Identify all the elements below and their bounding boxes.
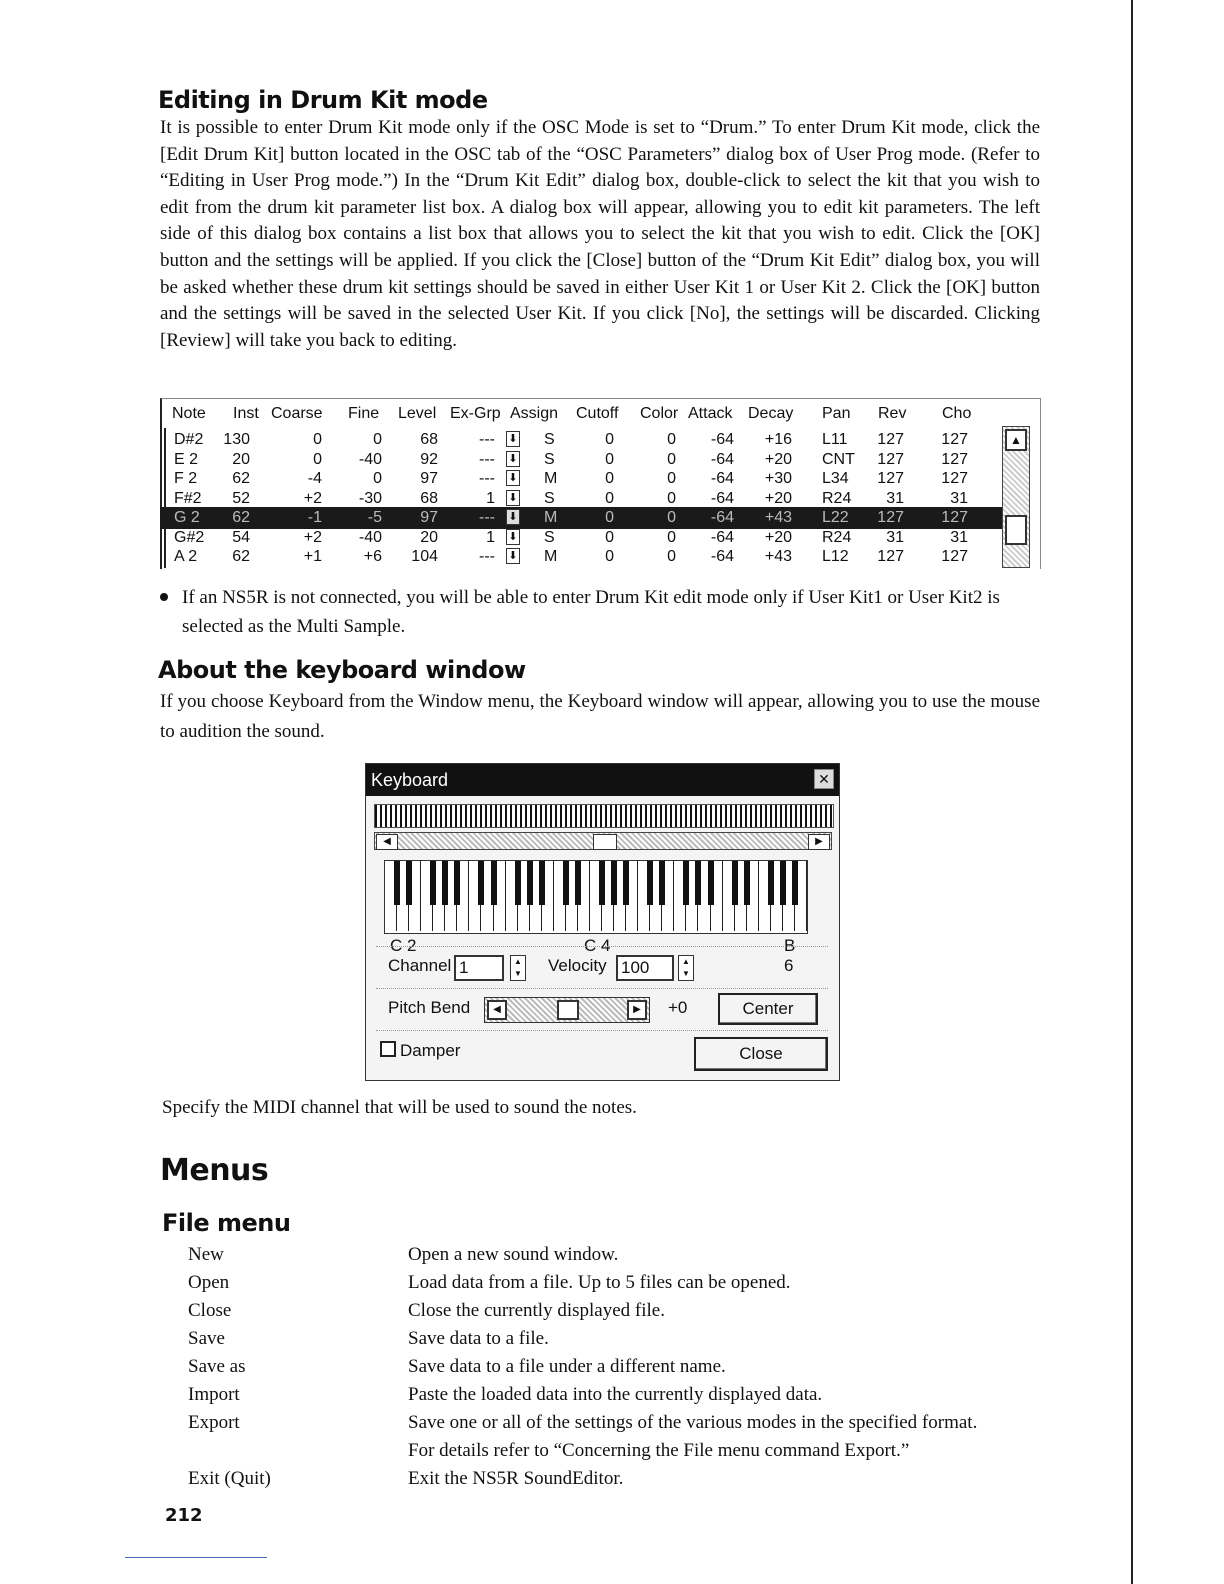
menu-command-name: Save: [188, 1328, 225, 1349]
menu-command-description: [408, 1269, 1058, 1297]
description-line: Save data to a file.: [408, 1328, 549, 1349]
cell-cho: 127: [941, 548, 968, 565]
section-heading-drum-kit: Editing in Drum Kit mode: [158, 86, 488, 114]
scroll-right-icon[interactable]: ▶: [808, 834, 830, 850]
cell-attack: -64: [710, 489, 734, 507]
center-button[interactable]: Center: [718, 993, 818, 1025]
cell-attack: -64: [710, 450, 734, 468]
velocity-spinner-icon[interactable]: ▲ ▼: [678, 955, 694, 981]
black-key[interactable]: [683, 861, 689, 905]
cell-pan: L34: [822, 470, 849, 487]
cell-decay: +30: [764, 470, 792, 487]
menus-heading: Menus: [160, 1153, 269, 1188]
cell-cho: 31: [950, 528, 968, 546]
cell-assign: S: [544, 431, 555, 448]
damper-checkbox[interactable]: [380, 1041, 396, 1057]
range-end-label: B 6: [784, 936, 796, 975]
col-header-pan[interactable]: Pan: [822, 405, 851, 422]
black-key[interactable]: [394, 861, 400, 905]
black-key[interactable]: [744, 861, 750, 905]
black-key[interactable]: [515, 861, 521, 905]
menu-command-name: New: [188, 1244, 224, 1265]
black-key[interactable]: [406, 861, 412, 905]
cell-level: 97: [420, 470, 438, 487]
window-titlebar[interactable]: [366, 764, 839, 796]
cell-attack: -64: [710, 548, 734, 565]
c4-marker-label: C 4: [584, 936, 611, 955]
cell-fine: 0: [373, 431, 382, 448]
black-key[interactable]: [527, 861, 533, 905]
table-row[interactable]: [160, 546, 1010, 568]
description-line: Load data from a file. Up to 5 files can be opened.: [408, 1272, 791, 1293]
cell-cho: 31: [950, 489, 968, 507]
col-header-assign[interactable]: Assign: [510, 405, 559, 422]
cell-level: 97: [420, 509, 438, 526]
black-key[interactable]: [563, 861, 569, 905]
menu-command-description: [408, 1353, 1058, 1381]
black-key[interactable]: [454, 861, 460, 905]
cell-rev: 127: [877, 548, 904, 565]
col-header-level[interactable]: Level: [398, 405, 437, 422]
cell-level: 68: [420, 431, 438, 448]
col-header-cutoff[interactable]: Cutoff: [576, 405, 619, 422]
cell-coarse: -1: [307, 509, 322, 526]
cell-fine: 0: [373, 470, 382, 487]
col-header-cho[interactable]: Cho: [942, 405, 972, 422]
cell-attack: -64: [710, 509, 734, 526]
channel-spinner-icon[interactable]: ▲ ▼: [510, 955, 526, 981]
down-arrow-icon[interactable]: ⬇: [506, 431, 520, 447]
page-number: 212: [165, 1505, 203, 1526]
cell-cho: 127: [941, 450, 968, 468]
description-line: Exit the NS5R SoundEditor.: [408, 1468, 624, 1489]
col-header-note[interactable]: Note: [172, 405, 206, 422]
cell-color: 0: [667, 431, 676, 448]
scroll-left-icon[interactable]: ◀: [376, 834, 398, 850]
bullet-text: If an NS5R is not connected, you will be able to enter Drum Kit edit mode only if User Kit1 or User Kit2 is selected as the Multi Sample.: [182, 587, 1000, 637]
menu-command-description: [408, 1381, 1058, 1409]
description-line: Paste the loaded data into the currently displayed data.: [408, 1384, 823, 1405]
cell-inst: 54: [232, 528, 250, 546]
black-key[interactable]: [442, 861, 448, 905]
list-item: [188, 1297, 1058, 1325]
menu-command-name: Export: [188, 1412, 240, 1433]
cell-note: G#2: [174, 528, 205, 546]
cell-inst: 62: [232, 548, 250, 565]
down-arrow-icon[interactable]: ⬇: [506, 529, 520, 545]
cell-decay: +20: [764, 528, 792, 546]
cell-inst: 62: [232, 509, 250, 526]
cell-rev: 127: [877, 431, 904, 448]
cell-cutoff: 0: [605, 450, 614, 468]
velocity-label: Velocity: [548, 956, 607, 975]
black-key[interactable]: [599, 861, 605, 905]
menu-command-description: [408, 1465, 1058, 1493]
description-line: For details refer to “Concerning the File menu command Export.”: [408, 1440, 910, 1461]
channel-label: Channel: [388, 956, 452, 975]
cell-cutoff: 0: [605, 509, 614, 526]
cell-cutoff: 0: [605, 528, 614, 546]
cell-fine: -5: [367, 509, 382, 526]
drum-kit-paragraph: It is possible to enter Drum Kit mode only if the OSC Mode is set to “Drum.” To enter Drum Kit mode, click the [Edit Drum Kit] button located in the OSC tab of the “OSC Parameters” dialog box of User Prog mode. (Refer to “Editing in User Prog mode.”) In the “Drum Kit Edit” dialog box, double-click to select the kit that you wish to edit from the drum kit parameter list box. A dialog box will appear, allowing you to edit kit parameters. The left side of this dialog box contains a list box that allows you to select the kit that you wish to edit. Click the [OK] button and the settings will be applied. If you click the [Close] button of the “Drum Kit Edit” dialog box, you will be asked whether these drum kit settings should be saved in either User Kit 1 or User Kit 2. Click the [OK] button and the settings will be saved in the selected User Kit. If you click [No], the settings will be discarded. Clicking [Review] will take you back to editing.: [160, 117, 1040, 351]
drum-kit-parameter-list[interactable]: [160, 398, 1040, 570]
cell-level: 68: [420, 489, 438, 507]
black-key[interactable]: [708, 861, 714, 905]
down-arrow-icon[interactable]: ⬇: [506, 451, 520, 467]
down-arrow-icon[interactable]: ⬇: [506, 548, 520, 564]
list-item: [188, 1353, 1058, 1381]
cell-fine: -40: [358, 450, 382, 468]
cell-decay: +43: [764, 548, 792, 565]
cell-note: D#2: [174, 431, 204, 448]
cell-color: 0: [667, 548, 676, 565]
col-header-coarse[interactable]: Coarse: [271, 405, 323, 422]
pitch-bend-slider[interactable]: [484, 997, 650, 1023]
cell-pan: CNT: [822, 450, 855, 468]
down-arrow-icon[interactable]: ⬇: [506, 509, 520, 525]
cell-fine: -40: [358, 528, 382, 546]
cell-color: 0: [667, 509, 676, 526]
pitch-left-icon[interactable]: ◀: [487, 1000, 507, 1020]
black-key[interactable]: [575, 861, 581, 905]
black-key[interactable]: [623, 861, 629, 905]
keyboard-window: [365, 763, 840, 1081]
pitch-bend-label: Pitch Bend: [388, 998, 471, 1017]
cell-note: A 2: [174, 548, 198, 565]
cell-note: F#2: [174, 489, 202, 507]
cell-cutoff: 0: [605, 431, 614, 448]
cell-pan: R24: [822, 528, 852, 546]
menu-command-name: Save as: [188, 1356, 246, 1377]
cell-exgrp: 1: [486, 489, 495, 507]
keyboard-paragraph: If you choose Keyboard from the Window menu, the Keyboard window will appear, allowing you to use the mouse to audition the sound.: [160, 691, 1040, 742]
pitch-bend-row: [376, 988, 828, 1027]
down-arrow-icon[interactable]: ⬇: [506, 490, 520, 506]
black-key[interactable]: [659, 861, 665, 905]
list-item: [188, 1269, 1058, 1297]
cell-exgrp: ---: [479, 509, 495, 526]
pitch-right-icon[interactable]: ▶: [627, 1000, 647, 1020]
cell-exgrp: ---: [479, 470, 495, 487]
piano-keyboard[interactable]: [384, 860, 808, 934]
down-arrow-icon[interactable]: ⬇: [506, 470, 520, 486]
scroll-up-icon[interactable]: ▲: [1005, 429, 1027, 451]
cell-assign: M: [544, 548, 558, 565]
cell-level: 92: [420, 450, 438, 468]
file-menu-list: [188, 1241, 1058, 1493]
cell-rev: 127: [877, 509, 904, 526]
cell-decay: +20: [764, 489, 792, 507]
cell-pan: L11: [822, 431, 848, 448]
menu-command-description: [408, 1409, 1058, 1465]
cell-rev: 31: [886, 528, 904, 546]
cell-rev: 127: [877, 450, 904, 468]
black-key[interactable]: [611, 861, 617, 905]
cell-coarse: -4: [307, 470, 322, 487]
list-item: [188, 1325, 1058, 1353]
cell-attack: -64: [710, 470, 734, 487]
menu-command-name: Exit (Quit): [188, 1468, 271, 1489]
description-line: Open a new sound window.: [408, 1244, 619, 1265]
col-header-decay[interactable]: Decay: [748, 405, 794, 422]
cell-fine: -30: [358, 489, 382, 507]
cell-color: 0: [667, 489, 676, 507]
menu-command-description: [408, 1241, 1058, 1269]
pitch-bend-thumb[interactable]: [557, 1000, 579, 1020]
pitch-bend-value: +0: [668, 998, 688, 1017]
damper-row: [376, 1030, 828, 1075]
cell-exgrp: ---: [479, 431, 495, 448]
black-key[interactable]: [539, 861, 545, 905]
list-item: [188, 1241, 1058, 1269]
cell-decay: +20: [764, 450, 792, 468]
col-header-color[interactable]: Color: [640, 405, 679, 422]
black-key[interactable]: [695, 861, 701, 905]
cell-assign: M: [544, 470, 558, 487]
cell-inst: 62: [232, 470, 250, 487]
keyboard-overview[interactable]: [374, 804, 834, 828]
bullet-icon: [160, 593, 168, 601]
keyboard-caption: Specify the MIDI channel that will be used to sound the notes.: [162, 1097, 637, 1118]
menu-command-name: Import: [188, 1384, 240, 1405]
cell-level: 20: [420, 528, 438, 546]
cell-cho: 127: [941, 431, 968, 448]
cell-pan: L12: [822, 548, 849, 565]
cell-assign: M: [544, 509, 558, 526]
cell-level: 104: [411, 548, 438, 565]
cell-note: E 2: [174, 450, 199, 468]
cell-pan: R24: [822, 489, 852, 507]
black-key[interactable]: [768, 861, 774, 905]
damper-label: Damper: [400, 1041, 461, 1060]
menu-command-name: Open: [188, 1272, 230, 1293]
cell-assign: S: [544, 489, 555, 507]
col-header-exgrp[interactable]: Ex-Grp: [450, 405, 501, 422]
list-item: [188, 1381, 1058, 1409]
col-header-inst[interactable]: Inst: [233, 405, 259, 422]
description-line: Save data to a file under a different name.: [408, 1356, 726, 1377]
cell-inst: 20: [232, 450, 250, 468]
menu-command-description: [408, 1297, 1058, 1325]
bottom-rule: [125, 1557, 267, 1558]
col-header-attack[interactable]: Attack: [688, 405, 733, 422]
black-key[interactable]: [647, 861, 653, 905]
cell-cho: 127: [941, 470, 968, 487]
cell-note: G 2: [174, 509, 200, 526]
cell-color: 0: [667, 450, 676, 468]
list-item: [188, 1409, 1058, 1465]
menu-command-description: [408, 1325, 1058, 1353]
cell-exgrp: 1: [486, 528, 495, 546]
cell-exgrp: ---: [479, 548, 495, 565]
cell-color: 0: [667, 470, 676, 487]
cell-exgrp: ---: [479, 450, 495, 468]
right-margin-rule: [1131, 0, 1133, 1584]
window-title: Keyboard: [371, 770, 449, 790]
black-key[interactable]: [478, 861, 484, 905]
list-scrollbar[interactable]: [1002, 426, 1030, 568]
cell-decay: +43: [764, 509, 792, 526]
list-header: [160, 403, 1010, 425]
file-menu-heading: File menu: [162, 1209, 291, 1237]
black-key[interactable]: [430, 861, 436, 905]
velocity-input[interactable]: 100: [616, 955, 674, 981]
col-header-fine[interactable]: Fine: [348, 405, 380, 422]
cell-coarse: +1: [303, 548, 322, 565]
scroll-thumb[interactable]: [1005, 515, 1027, 545]
cell-coarse: 0: [313, 431, 322, 448]
menu-command-name: Close: [188, 1300, 232, 1321]
cell-fine: +6: [363, 548, 382, 565]
channel-velocity-row: [376, 946, 828, 985]
description-line: Save one or all of the settings of the various modes in the specified format.: [408, 1412, 978, 1433]
black-key[interactable]: [491, 861, 497, 905]
cell-assign: S: [544, 450, 555, 468]
cell-decay: +16: [764, 431, 792, 448]
black-key[interactable]: [732, 861, 738, 905]
range-start-label: C 2: [390, 936, 417, 955]
keyboard-scrollbar[interactable]: [374, 832, 832, 850]
cell-cutoff: 0: [605, 470, 614, 487]
cell-rev: 31: [886, 489, 904, 507]
list-item: [188, 1465, 1058, 1493]
section-heading-keyboard: About the keyboard window: [158, 656, 526, 684]
cell-cutoff: 0: [605, 548, 614, 565]
description-line: Close the currently displayed file.: [408, 1300, 665, 1321]
cell-attack: -64: [710, 431, 734, 448]
cell-inst: 52: [232, 489, 250, 507]
black-key[interactable]: [780, 861, 786, 905]
channel-input[interactable]: 1: [454, 955, 504, 981]
cell-coarse: +2: [303, 528, 322, 546]
cell-inst: 130: [223, 431, 250, 448]
cell-cho: 127: [941, 509, 968, 526]
cell-assign: S: [544, 528, 555, 546]
col-header-rev[interactable]: Rev: [878, 405, 907, 422]
scroll-thumb[interactable]: [593, 834, 617, 850]
cell-attack: -64: [710, 528, 734, 546]
close-button[interactable]: Close: [694, 1037, 828, 1071]
cell-pan: L22: [822, 509, 849, 526]
cell-color: 0: [667, 528, 676, 546]
cell-cutoff: 0: [605, 489, 614, 507]
bullet-note: [160, 583, 1040, 641]
cell-rev: 127: [877, 470, 904, 487]
cell-note: F 2: [174, 470, 198, 487]
cell-coarse: 0: [313, 450, 322, 468]
window-close-icon[interactable]: ✕: [814, 769, 834, 789]
cell-coarse: +2: [303, 489, 322, 507]
black-key[interactable]: [792, 861, 798, 905]
